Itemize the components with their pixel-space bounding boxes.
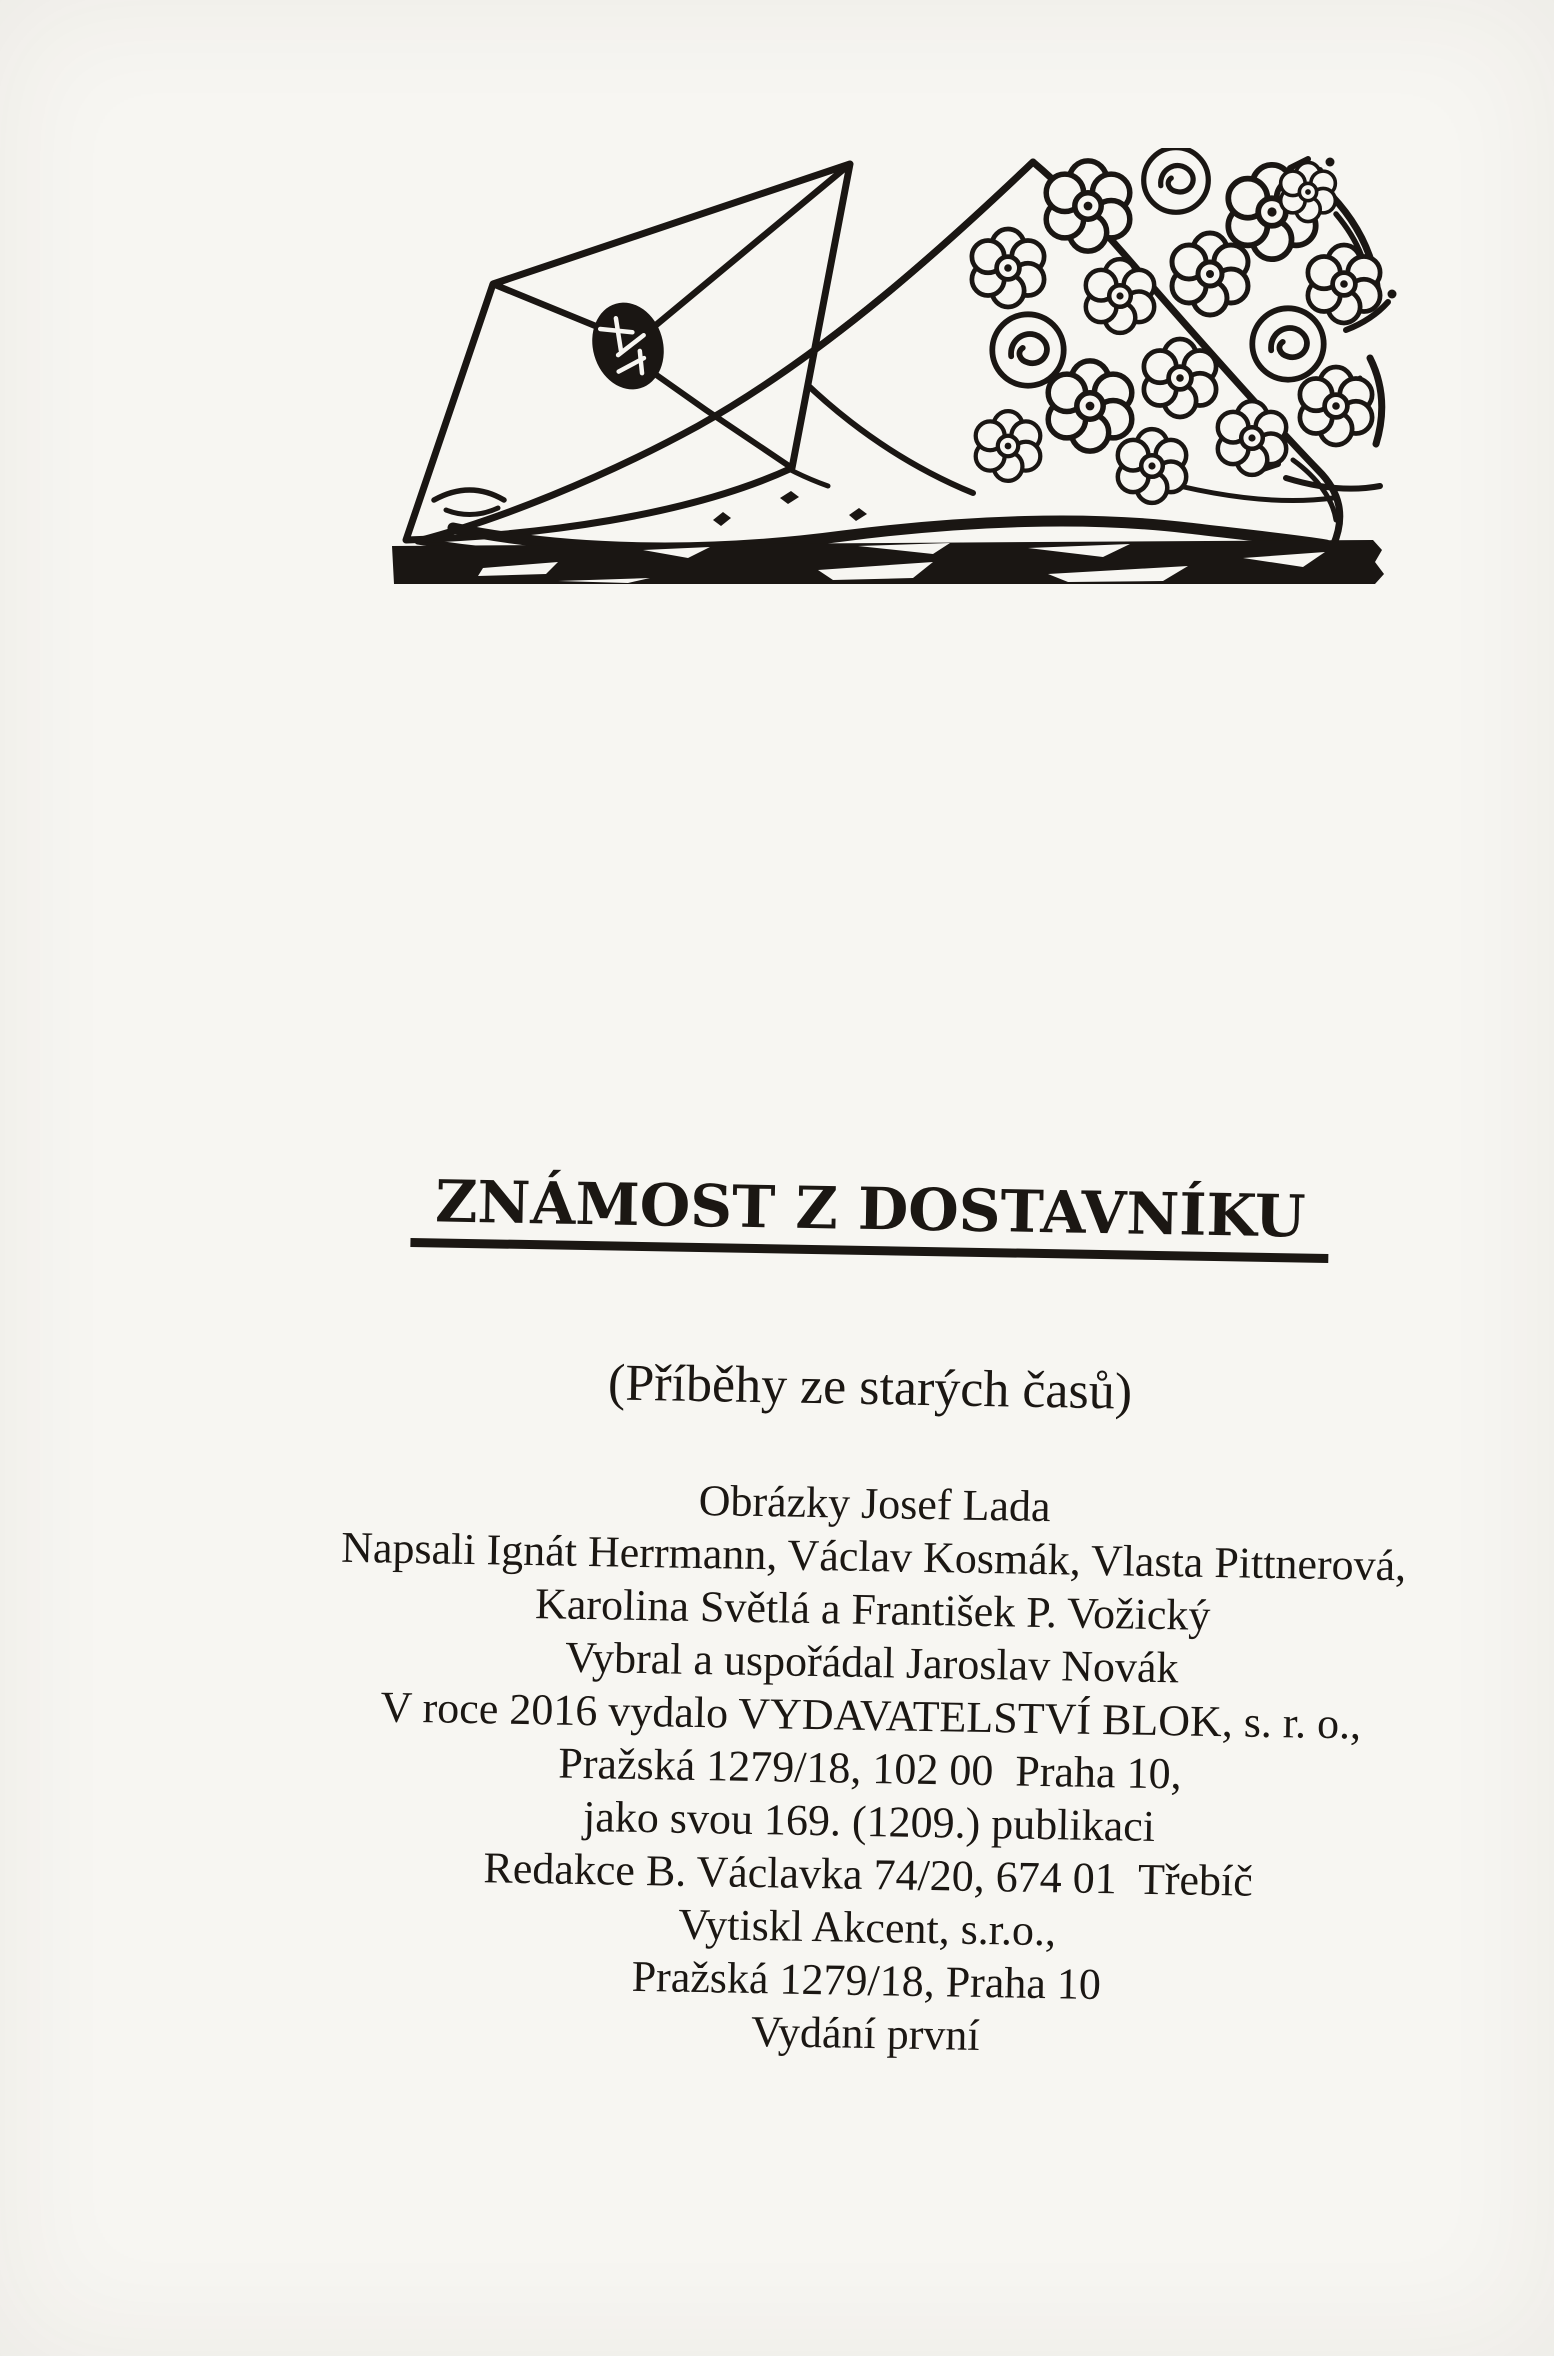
- colophon-line: Redakce B. Václavka 74/20, 674 01 Třebíč: [483, 1843, 1254, 1906]
- colophon-line: Pražská 1279/18, Praha 10: [631, 1951, 1102, 2010]
- colophon-line: jako svou 169. (1209.) publikaci: [582, 1792, 1156, 1851]
- colophon-line: Vybral a uspořádal Jaroslav Novák: [564, 1632, 1179, 1693]
- colophon-line: Vytiskl Akcent, s.r.o.,: [677, 1899, 1057, 1956]
- colophon-line: Karolina Světlá a František P. Vožický: [534, 1579, 1211, 1640]
- colophon-line: Vydání první: [750, 2006, 981, 2060]
- colophon-block: [88, 1463, 1554, 2073]
- page-subtitle: (Příběhy ze starých časů): [607, 1354, 1133, 1421]
- envelope-bouquet-illustration: [388, 148, 1400, 600]
- page-title: ZNÁMOST Z DOSTAVNÍKU: [410, 1166, 1330, 1263]
- title-row: [93, 1167, 1554, 1255]
- colophon-line: Napsali Ignát Herrmann, Václav Kosmák, Vlasta Pittnerová,: [340, 1522, 1407, 1591]
- subtitle-row: [93, 1354, 1554, 1421]
- colophon-line: Obrázky Josef Lada: [698, 1475, 1051, 1532]
- colophon-line: V roce 2016 vydalo VYDAVATELSTVÍ BLOK, s. r. o.,: [380, 1682, 1362, 1749]
- colophon-line: Pražská 1279/18, 102 00 Praha 10,: [557, 1738, 1183, 1799]
